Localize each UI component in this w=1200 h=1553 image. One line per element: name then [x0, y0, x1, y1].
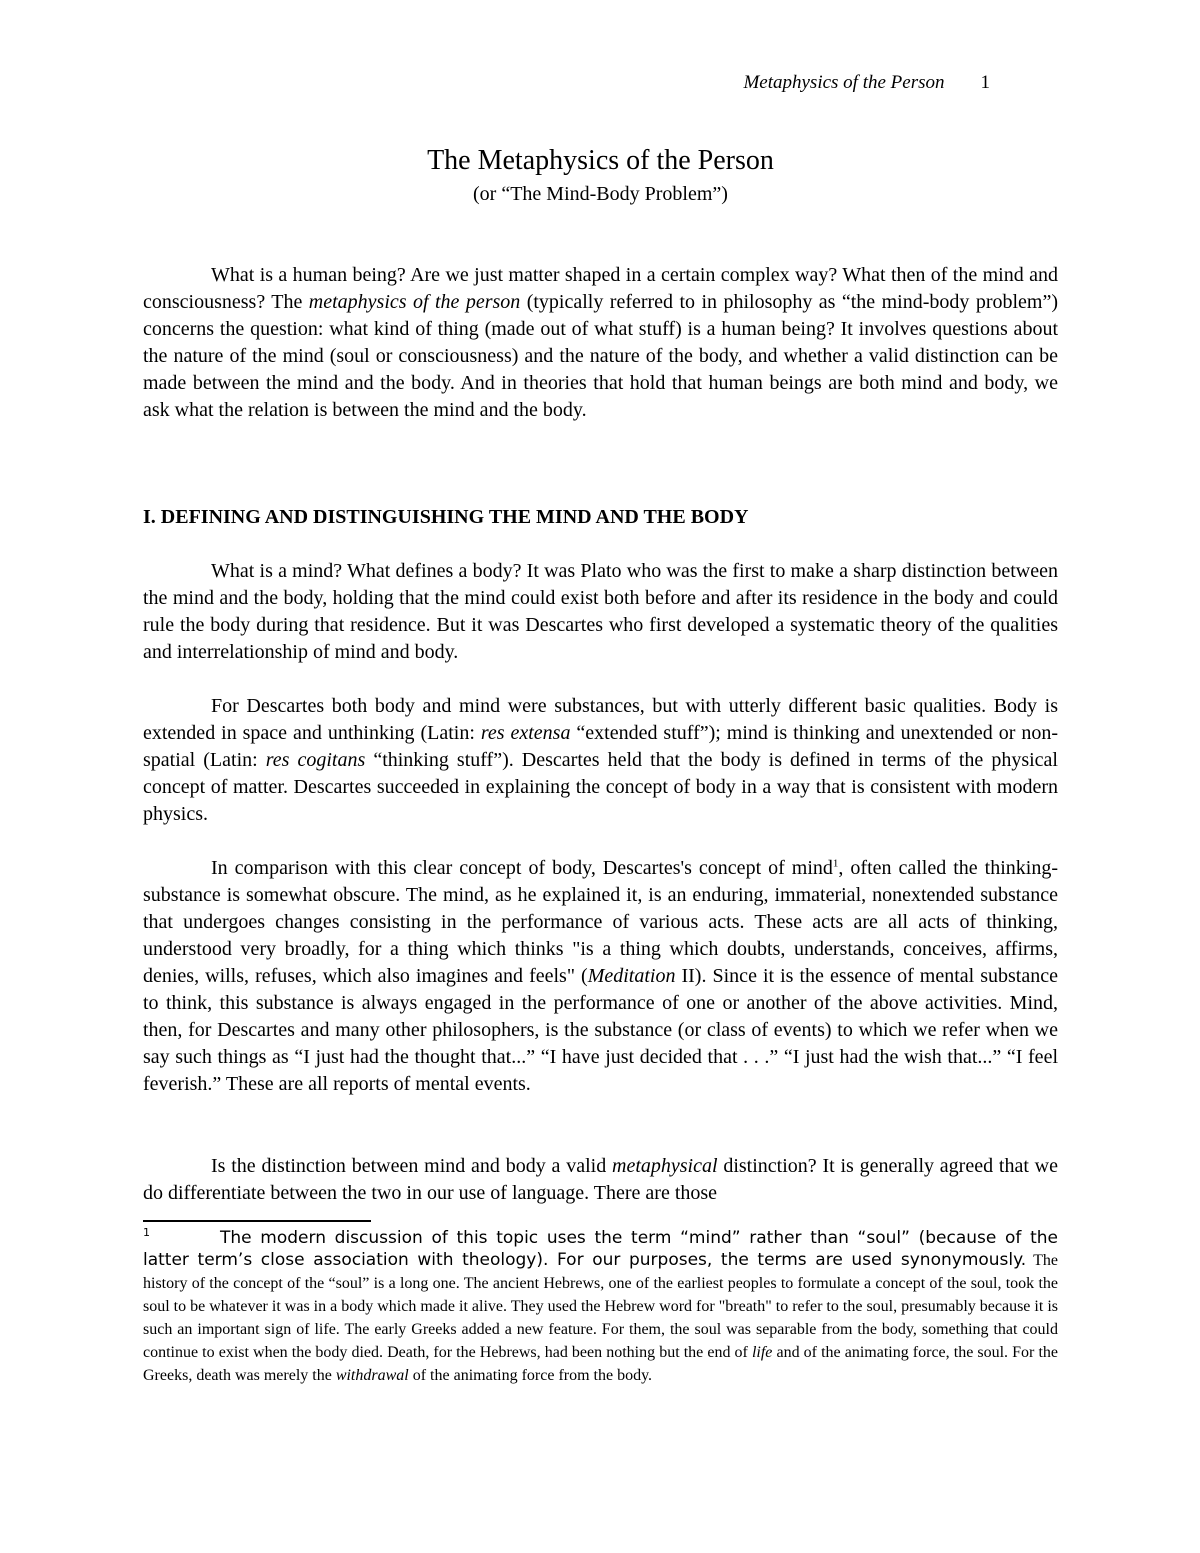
footnote-divider	[143, 1220, 371, 1222]
footnote-reference[interactable]: 1	[832, 857, 839, 870]
running-header	[600, 72, 990, 94]
footnote-text-2: and of the animating force, the soul. For the Greeks, death was merely the	[143, 1344, 1059, 1384]
page-number: 1	[980, 72, 990, 93]
intro-emphasis: metaphysics of the person	[308, 291, 521, 313]
footnote	[143, 1228, 1058, 1387]
footnote-text-1: The history of the concept of the “soul” is a long one. The ancient Hebrews, one of the earliest peoples to formulate a concept of the soul, took the soul to be whatever it was in a body which made it alive. They used the Hebrew word for "breath" to refer to the soul, presumably because it is such an important sign of life. The early Greeks added a new feature. For them, the soul was separable from the body, something that could continue to exist when the body died. Death, for the Hebrews, had been nothing but the end of	[143, 1252, 1058, 1361]
document-subtitle: (or “The Mind-Body Problem”)	[473, 183, 728, 205]
p2-emphasis-2: res cogitans	[265, 749, 366, 771]
p4-emphasis: metaphysical	[612, 1155, 718, 1177]
section-paragraph-1	[143, 558, 1058, 666]
p4-text-1: Is the distinction between mind and body a valid	[211, 1155, 612, 1177]
section-heading: I. DEFINING AND DISTINGUISHING THE MIND AND THE BODY	[143, 506, 749, 528]
footnote-emphasis-2: withdrawal	[335, 1367, 409, 1384]
section-paragraph-2	[143, 693, 1058, 828]
p2-text-2: “extended stuff”); mind is thinking and unextended or non-spatial (Latin:	[143, 722, 1058, 771]
p2-text-3: “thinking stuff”). Descartes held that the body is defined in terms of the physical concept of matter. Descartes succeeded in explaining the concept of body in a way that is consistent with modern physics.	[143, 749, 1058, 825]
section-paragraph-3	[143, 855, 1058, 1098]
footnote-marker: 1	[143, 1226, 150, 1240]
p4-text-2: distinction? It is generally agreed that we do differentiate between the two in our use of language. There are those	[143, 1155, 1058, 1204]
running-title: Metaphysics of the Person	[743, 72, 945, 93]
intro-text-1: What is a human being? Are we just matter shaped in a certain complex way? What then of the mind and consciousness? The	[143, 264, 1058, 313]
p2-text-1: For Descartes both body and mind were substances, but with utterly different basic qualities. Body is extended in space and unthinking (Latin:	[143, 695, 1058, 744]
footnote-emphasis-1: life	[751, 1344, 773, 1361]
p3-text-1: In comparison with this clear concept of body, Descartes's concept of mind	[211, 857, 833, 879]
p3-text-3: II). Since it is the essence of mental substance to think, this substance is always engaged in the performance of one or another of the above activities. Mind, then, for Descartes and many other philosophers, is the substance (or class of events) to which we refer when we say such things as “I just had the thought that...” “I have just decided that . . .” “I just had the wish that...” “I feel feverish.” These are all reports of mental events.	[143, 965, 1058, 1095]
p2-emphasis-1: res extensa	[480, 722, 571, 744]
p3-text-2: , often called the thinking-substance is somewhat obscure. The mind, as he explained it, is an enduring, immaterial, nonextended substance that undergoes changes consisting in the performance of various acts. These acts are all acts of thinking, understood very broadly, for a thing which thinks "is a thing which doubts, understands, conceives, affirms, denies, wills, refuses, which also imagines and feels" (	[143, 857, 1059, 987]
p3-emphasis: Meditation	[587, 965, 676, 987]
intro-paragraph	[143, 262, 1058, 424]
footnote-sans-text: The modern discussion of this topic uses the term “mind” rather than “soul” (because of the latter term’s close association with theology). For our purposes, the terms are used synonymously.	[143, 1228, 1058, 1270]
document-title: The Metaphysics of the Person	[427, 145, 774, 176]
section-paragraph-4	[143, 1153, 1058, 1207]
p1-text: What is a mind? What defines a body? It was Plato who was the first to make a sharp distinction between the mind and the body, holding that the mind could exist both before and after its residence in the body and could rule the body during that residence. But it was Descartes who first developed a systematic theory of the qualities and interrelationship of mind and body.	[143, 560, 1058, 663]
footnote-text-3: of the animating force from the body.	[408, 1367, 653, 1384]
intro-text-2: (typically referred to in philosophy as “the mind-body problem”) concerns the question: what kind of thing (made out of what stuff) is a human being? It involves questions about the nature of the mind (soul or consciousness) and the nature of the body, and whether a valid distinction can be made between the mind and the body. And in theories that hold that human beings are both mind and body, we ask what the relation is between the mind and the body.	[143, 291, 1059, 421]
